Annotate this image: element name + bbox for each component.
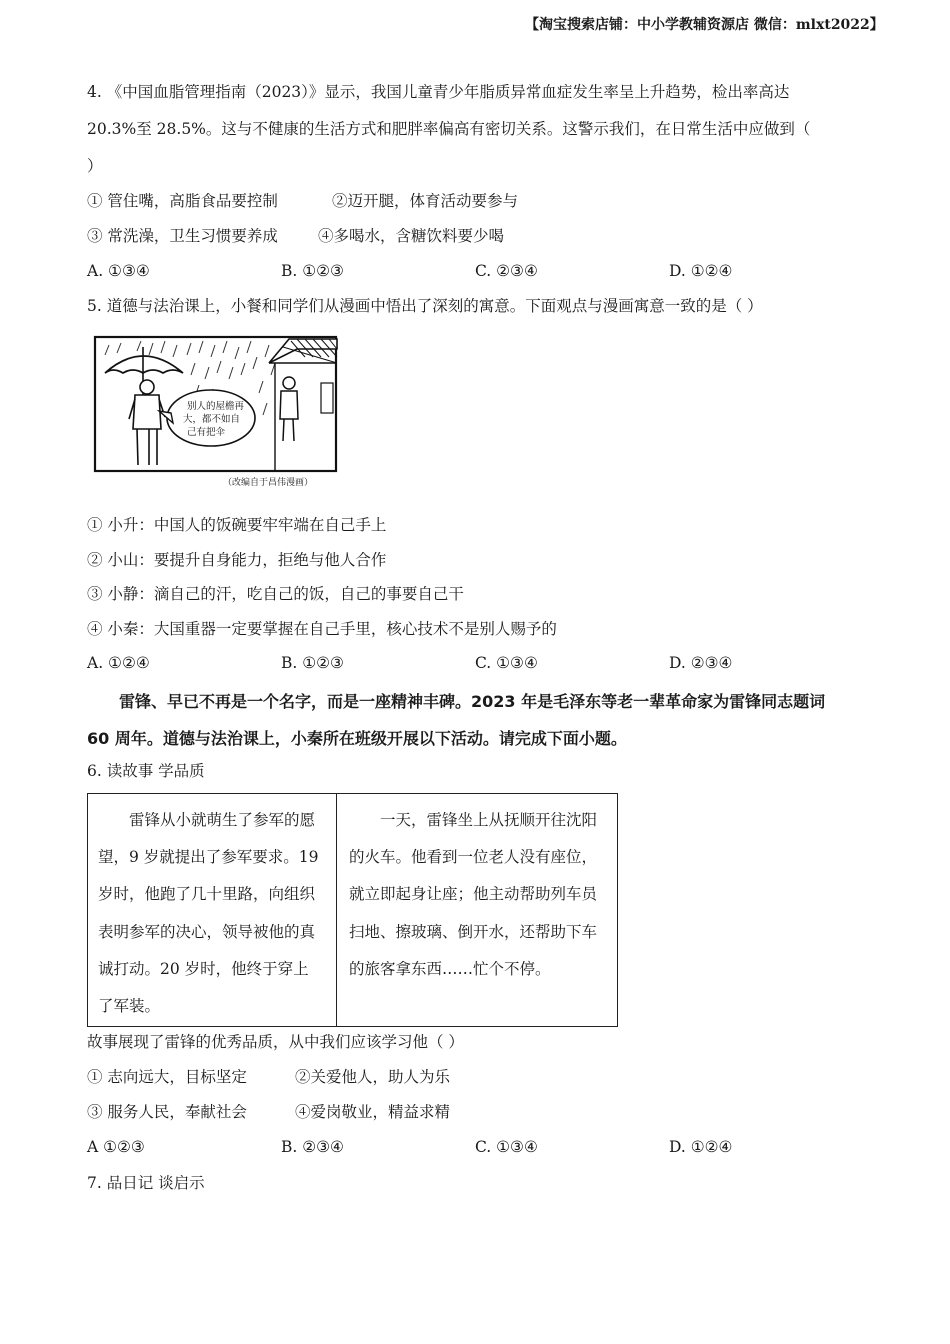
q4-option-1: ① 管住嘴，高脂食品要控制	[87, 192, 278, 210]
q6-option-2: ②关爱他人，助人为乐	[295, 1068, 451, 1086]
q4-choice-b[interactable]: B. ①②③	[281, 262, 344, 280]
q6-option-3: ③ 服务人民，奉献社会	[87, 1103, 247, 1121]
q5-stem: 5. 道德与法治课上，小餐和同学们从漫画中悟出了深刻的寓意。下面观点与漫画寓意一致的是（ ）	[87, 297, 763, 315]
q4-choice-c[interactable]: C. ②③④	[475, 262, 538, 280]
q4-stem-line2: 20.3%至 28.5%。这与不健康的生活方式和肥胖率偏高有密切关系。这警示我们，在日常生活中应做到（	[87, 120, 811, 138]
q6-choice-d[interactable]: D. ①②④	[669, 1138, 733, 1156]
speech-line-1: 别人的屋檐再	[187, 401, 245, 412]
story-right-text: 一天，雷锋坐上从抚顺开往沈阳的火车。他看到一位老人没有座位，就立即起身让座；他主动帮助列车员扫地、擦玻璃、倒开水，还帮助下车的旅客拿东西……忙个不停。	[349, 811, 598, 978]
q5-choice-b[interactable]: B. ①②③	[281, 654, 344, 672]
q6-choice-a[interactable]: A ①②③	[87, 1138, 145, 1156]
q6-stem: 故事展现了雷锋的优秀品质，从中我们应该学习他（ ）	[87, 1033, 464, 1051]
q4-option-2: ②迈开腿，体育活动要参与	[332, 192, 519, 210]
shop-header: 【淘宝搜索店铺：中小学教辅资源店 微信：mlxt2022】	[525, 17, 884, 33]
q5-item-1: ① 小升：中国人的饭碗要牢牢端在自己手上	[87, 516, 387, 534]
q4-choice-d[interactable]: D. ①②④	[669, 262, 733, 280]
q6-option-4: ④爱岗敬业，精益求精	[295, 1103, 451, 1121]
intro-line1: 雷锋、早已不再是一个名字，而是一座精神丰碑。2023 年是毛泽东等老一辈革命家为雷锋同志题词	[119, 692, 826, 711]
q6-title: 6. 读故事 学品质	[87, 762, 205, 780]
story-cell-left	[88, 794, 337, 1026]
intro-line2: 60 周年。道德与法治课上，小秦所在班级开展以下活动。请完成下面小题。	[87, 729, 627, 748]
q4-stem-line1: 4. 《中国血脂管理指南（2023）》显示，我国儿童青少年脂质异常血症发生率呈上升趋势，检出率高达	[87, 83, 790, 101]
cartoon-caption: （改编自于昌伟漫画）	[223, 478, 314, 488]
q6-choice-c[interactable]: C. ①③④	[475, 1138, 538, 1156]
cartoon-image	[91, 333, 341, 493]
q5-item-2: ② 小山：要提升自身能力，拒绝与他人合作	[87, 551, 387, 569]
q4-choice-a[interactable]: A. ①③④	[87, 262, 150, 280]
speech-line-2: 大，都不如自	[183, 414, 241, 425]
story-cell-right	[337, 794, 617, 1026]
q4-stem-line3: ）	[87, 157, 103, 175]
q5-choice-a[interactable]: A. ①②④	[87, 654, 150, 672]
q5-item-3: ③ 小静：滴自己的汗，吃自己的饭，自己的事要自己干	[87, 585, 464, 603]
q5-item-4: ④ 小秦：大国重器一定要掌握在自己手里，核心技术不是别人赐予的	[87, 620, 557, 638]
q4-option-4: ④多喝水，含糖饮料要少喝	[318, 227, 505, 245]
story-left-text: 雷锋从小就萌生了参军的愿望，9 岁就提出了参军要求。19 岁时，他跑了几十里路，向组织表明参军的决心，领导被他的真诚打动。20 岁时，他终于穿上了军装。	[98, 811, 319, 1016]
q6-choice-b[interactable]: B. ②③④	[281, 1138, 344, 1156]
q7-title: 7. 品日记 谈启示	[87, 1174, 205, 1192]
q6-option-1: ① 志向远大，目标坚定	[87, 1068, 247, 1086]
speech-line-3: 己有把伞	[187, 427, 226, 438]
story-table	[87, 793, 618, 1027]
q5-choice-c[interactable]: C. ①③④	[475, 654, 538, 672]
q5-choice-d[interactable]: D. ②③④	[669, 654, 733, 672]
q4-option-3: ③ 常洗澡，卫生习惯要养成	[87, 227, 278, 245]
